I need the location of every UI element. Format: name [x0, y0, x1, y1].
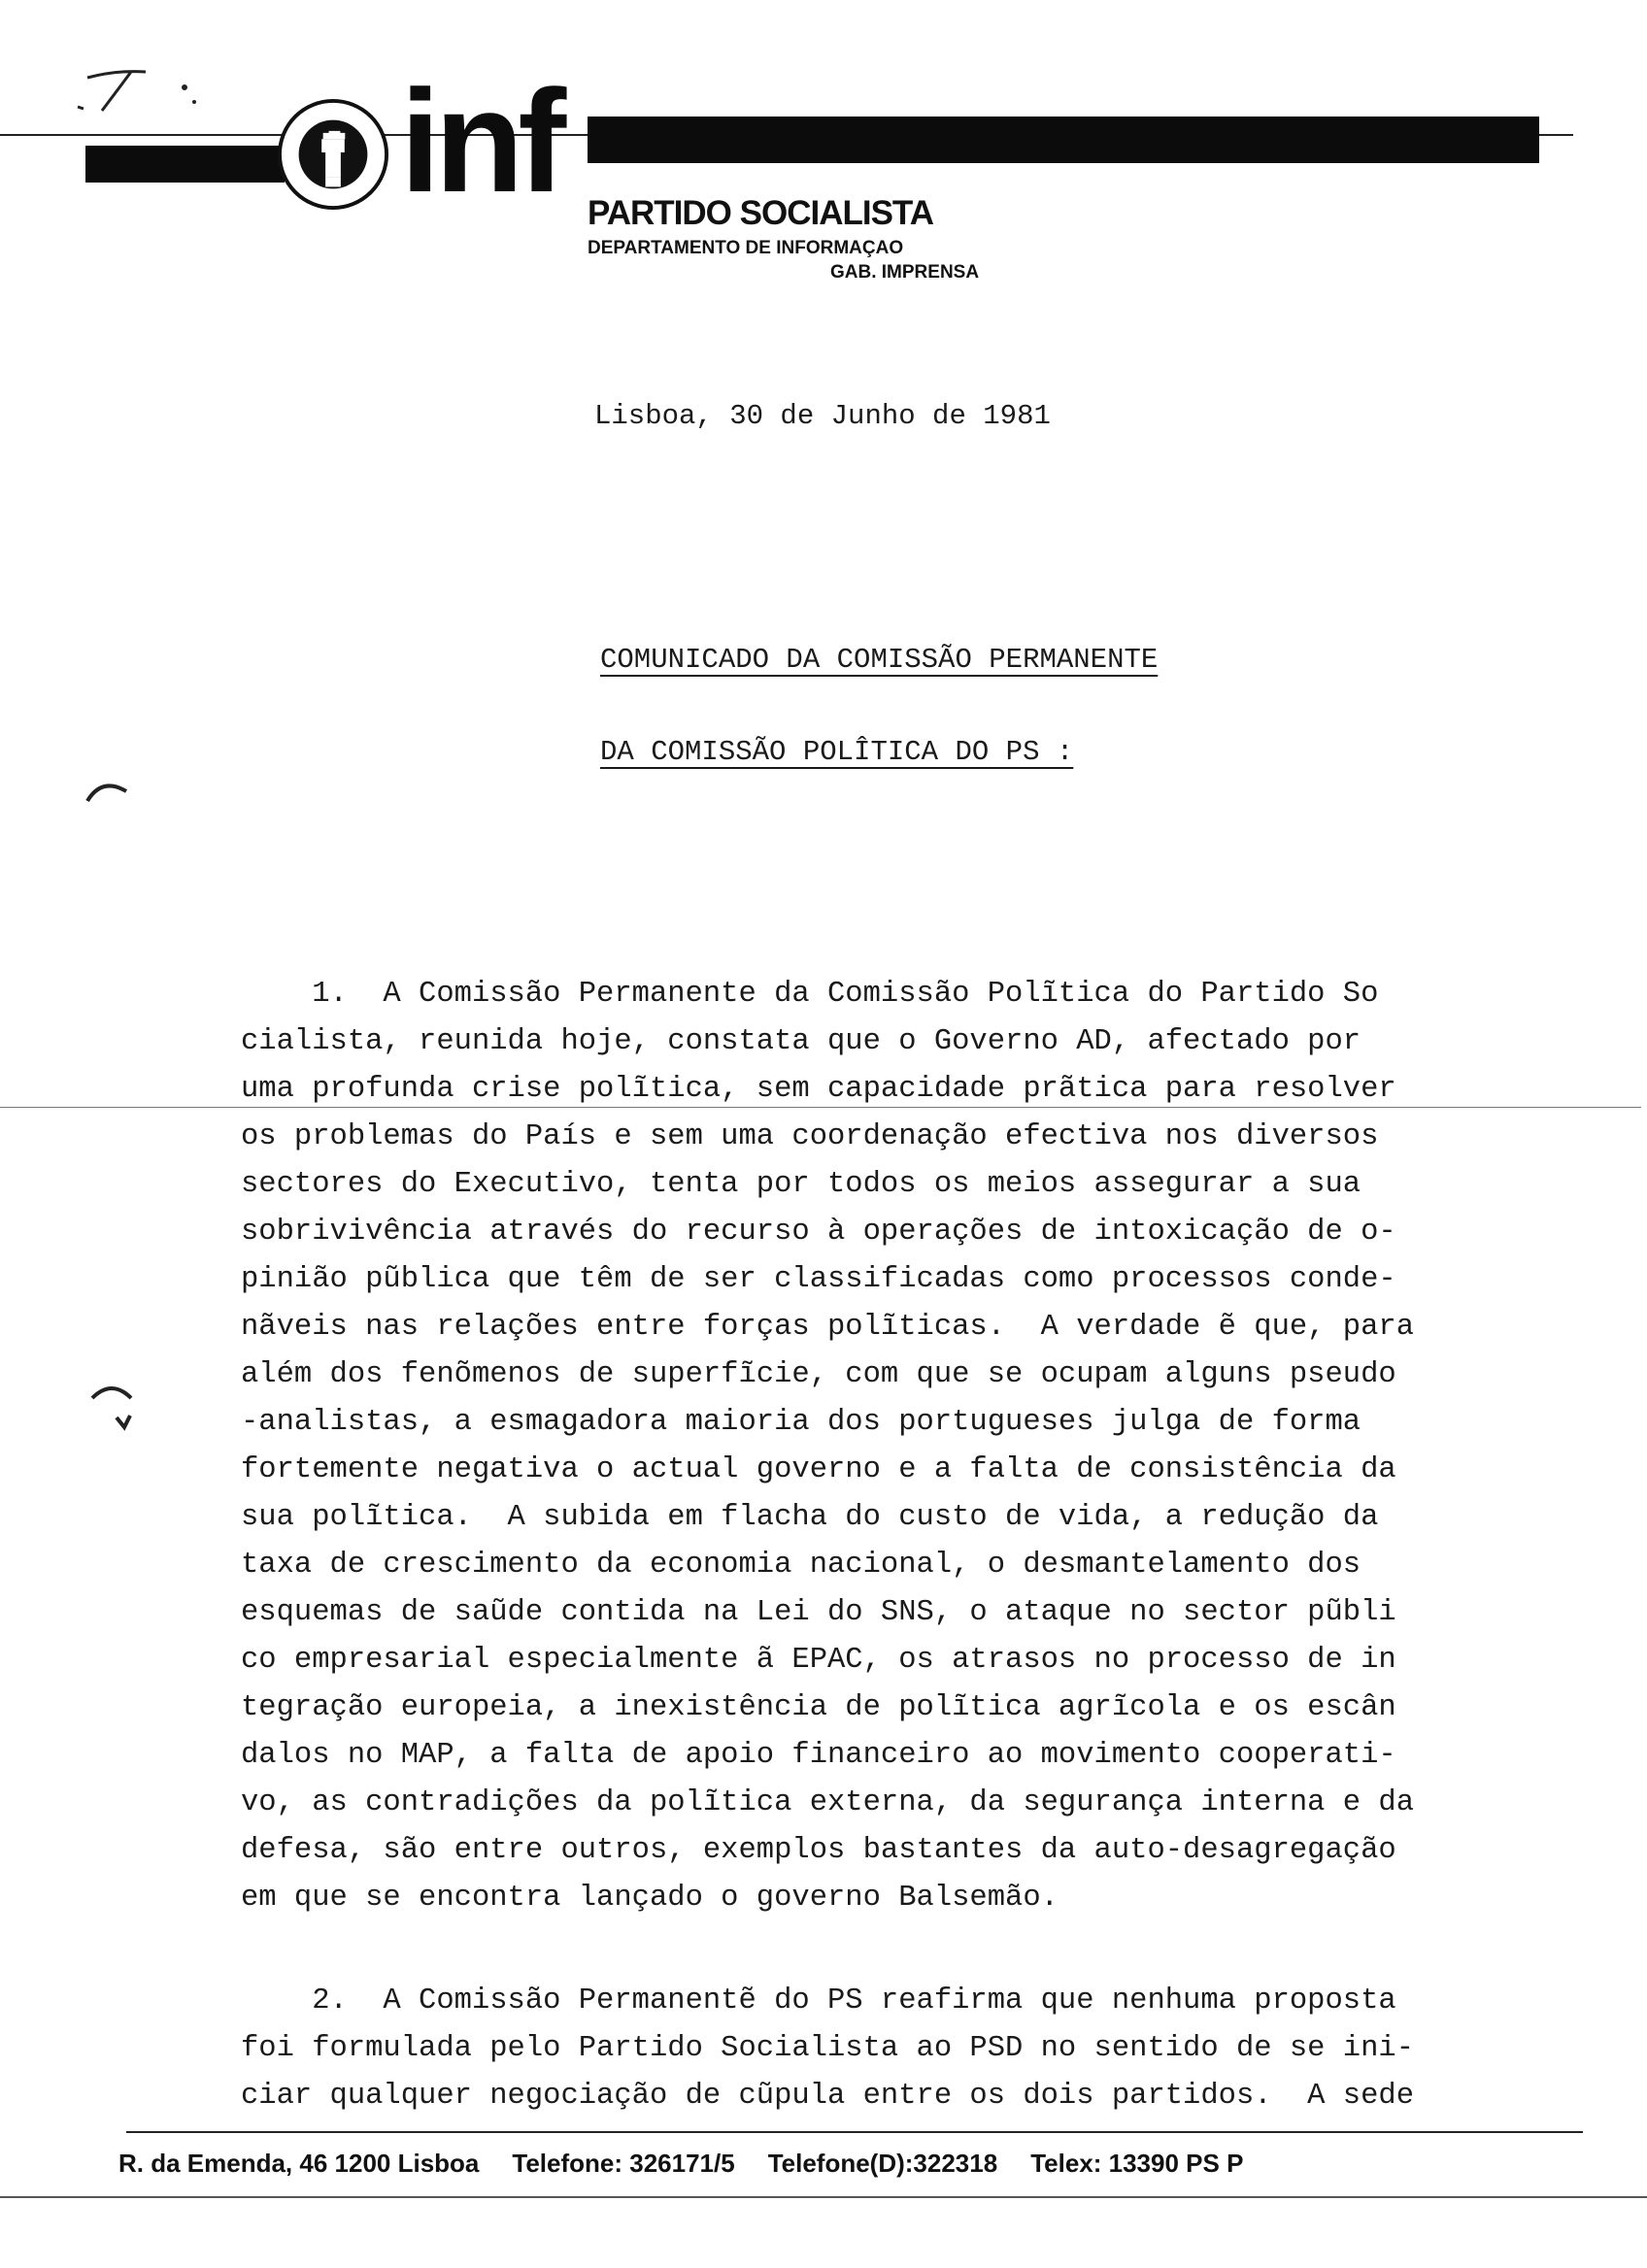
- text-line: defesa, são entre outros, exemplos bastantes da auto-desagregação: [241, 1834, 1396, 1867]
- text-line: uma profunda crise polĩtica, sem capacidade prãtica para resolver: [241, 1073, 1396, 1106]
- footer-rule-bottom: [0, 2196, 1647, 2198]
- document-title-line1: COMUNICADO DA COMISSÃO PERMANENTE: [600, 644, 1159, 676]
- text-line: 1. A Comissão Permanente da Comissão Polĩtica do Partido So: [241, 978, 1379, 1011]
- text-line: nãveis nas relações entre forças polĩticas. A verdade ẽ que, para: [241, 1311, 1414, 1344]
- scan-artifact-line: [0, 1107, 1641, 1108]
- text-line: sectores do Executivo, tenta por todos os meios assegurar a sua: [241, 1168, 1361, 1201]
- footer-telex: Telex: 13390 PS P: [1030, 2149, 1244, 2178]
- text-line: co empresarial especialmente ã EPAC, os atrasos no processo de in: [241, 1644, 1396, 1677]
- document-date: Lisboa, 30 de Junho de 1981: [594, 400, 1051, 432]
- footer-contact: [118, 2149, 1595, 2179]
- ps-fist-logo-icon: [276, 97, 390, 212]
- footer-phone-direct: Telefone(D):322318: [767, 2149, 998, 2178]
- text-line: vo, as contradições da polĩtica externa, da segurança interna e da: [241, 1786, 1414, 1819]
- text-line: dalos no MAP, a falta de apoio financeiro ao movimento cooperati-: [241, 1739, 1396, 1772]
- text-line: os problemas do País e sem uma coordenação efectiva nos diversos: [241, 1120, 1379, 1153]
- letterhead-bar-right: [588, 117, 1539, 163]
- text-line: tegração europeia, a inexistência de polĩtica agrĩcola e os escân: [241, 1691, 1396, 1724]
- text-line: 2. A Comissão Permanentẽ do PS reafirma que nenhuma proposta: [241, 1984, 1396, 2018]
- punch-hole-mark-icon: [87, 1379, 136, 1437]
- footer-phone: Telefone: 326171/5: [512, 2149, 735, 2178]
- handwritten-mark-icon: [39, 58, 214, 126]
- press-office: GAB. IMPRENSA: [830, 262, 980, 283]
- text-line: cialista, reunida hoje, constata que o Governo AD, afectado por: [241, 1025, 1361, 1058]
- footer-address: R. da Emenda, 46 1200 Lisboa: [118, 2149, 480, 2178]
- inf-brand: inf: [400, 59, 561, 222]
- text-line: ciar qualquer negociação de cũpula entre os dois partidos. A sede: [241, 2080, 1414, 2113]
- department-name: DEPARTAMENTO DE INFORMAÇAO: [588, 238, 904, 258]
- text-line: pinião pũblica que têm de ser classificadas como processos conde-: [241, 1263, 1396, 1296]
- text-line: em que se encontra lançado o governo Balsemão.: [241, 1882, 1059, 1915]
- text-line: -analistas, a esmagadora maioria dos portugueses julga de forma: [241, 1406, 1361, 1439]
- document-title-line2: DA COMISSÃO POLÎTICA DO PS :: [600, 736, 1074, 768]
- text-line: fortemente negativa o actual governo e a falta de consistência da: [241, 1453, 1396, 1486]
- text-line: taxa de crescimento da economia nacional, o desmantelamento dos: [241, 1549, 1361, 1582]
- text-line: esquemas de saũde contida na Lei do SNS, o ataque no sector pũbli: [241, 1596, 1396, 1629]
- text-line: sua polĩtica. A subida em flacha do custo de vida, a redução da: [241, 1501, 1379, 1534]
- party-name: PARTIDO SOCIALISTA: [588, 194, 933, 232]
- letterhead-bar-left: [85, 146, 285, 183]
- punch-hole-mark-icon: [83, 772, 131, 811]
- text-line: sobrivivência através do recurso à operações de intoxicação de o-: [241, 1216, 1396, 1249]
- footer-rule-top: [126, 2131, 1583, 2133]
- text-line: além dos fenõmenos de superfĩcie, com que se ocupam alguns pseudo: [241, 1358, 1396, 1391]
- text-line: foi formulada pelo Partido Socialista ao PSD no sentido de se ini-: [241, 2032, 1414, 2065]
